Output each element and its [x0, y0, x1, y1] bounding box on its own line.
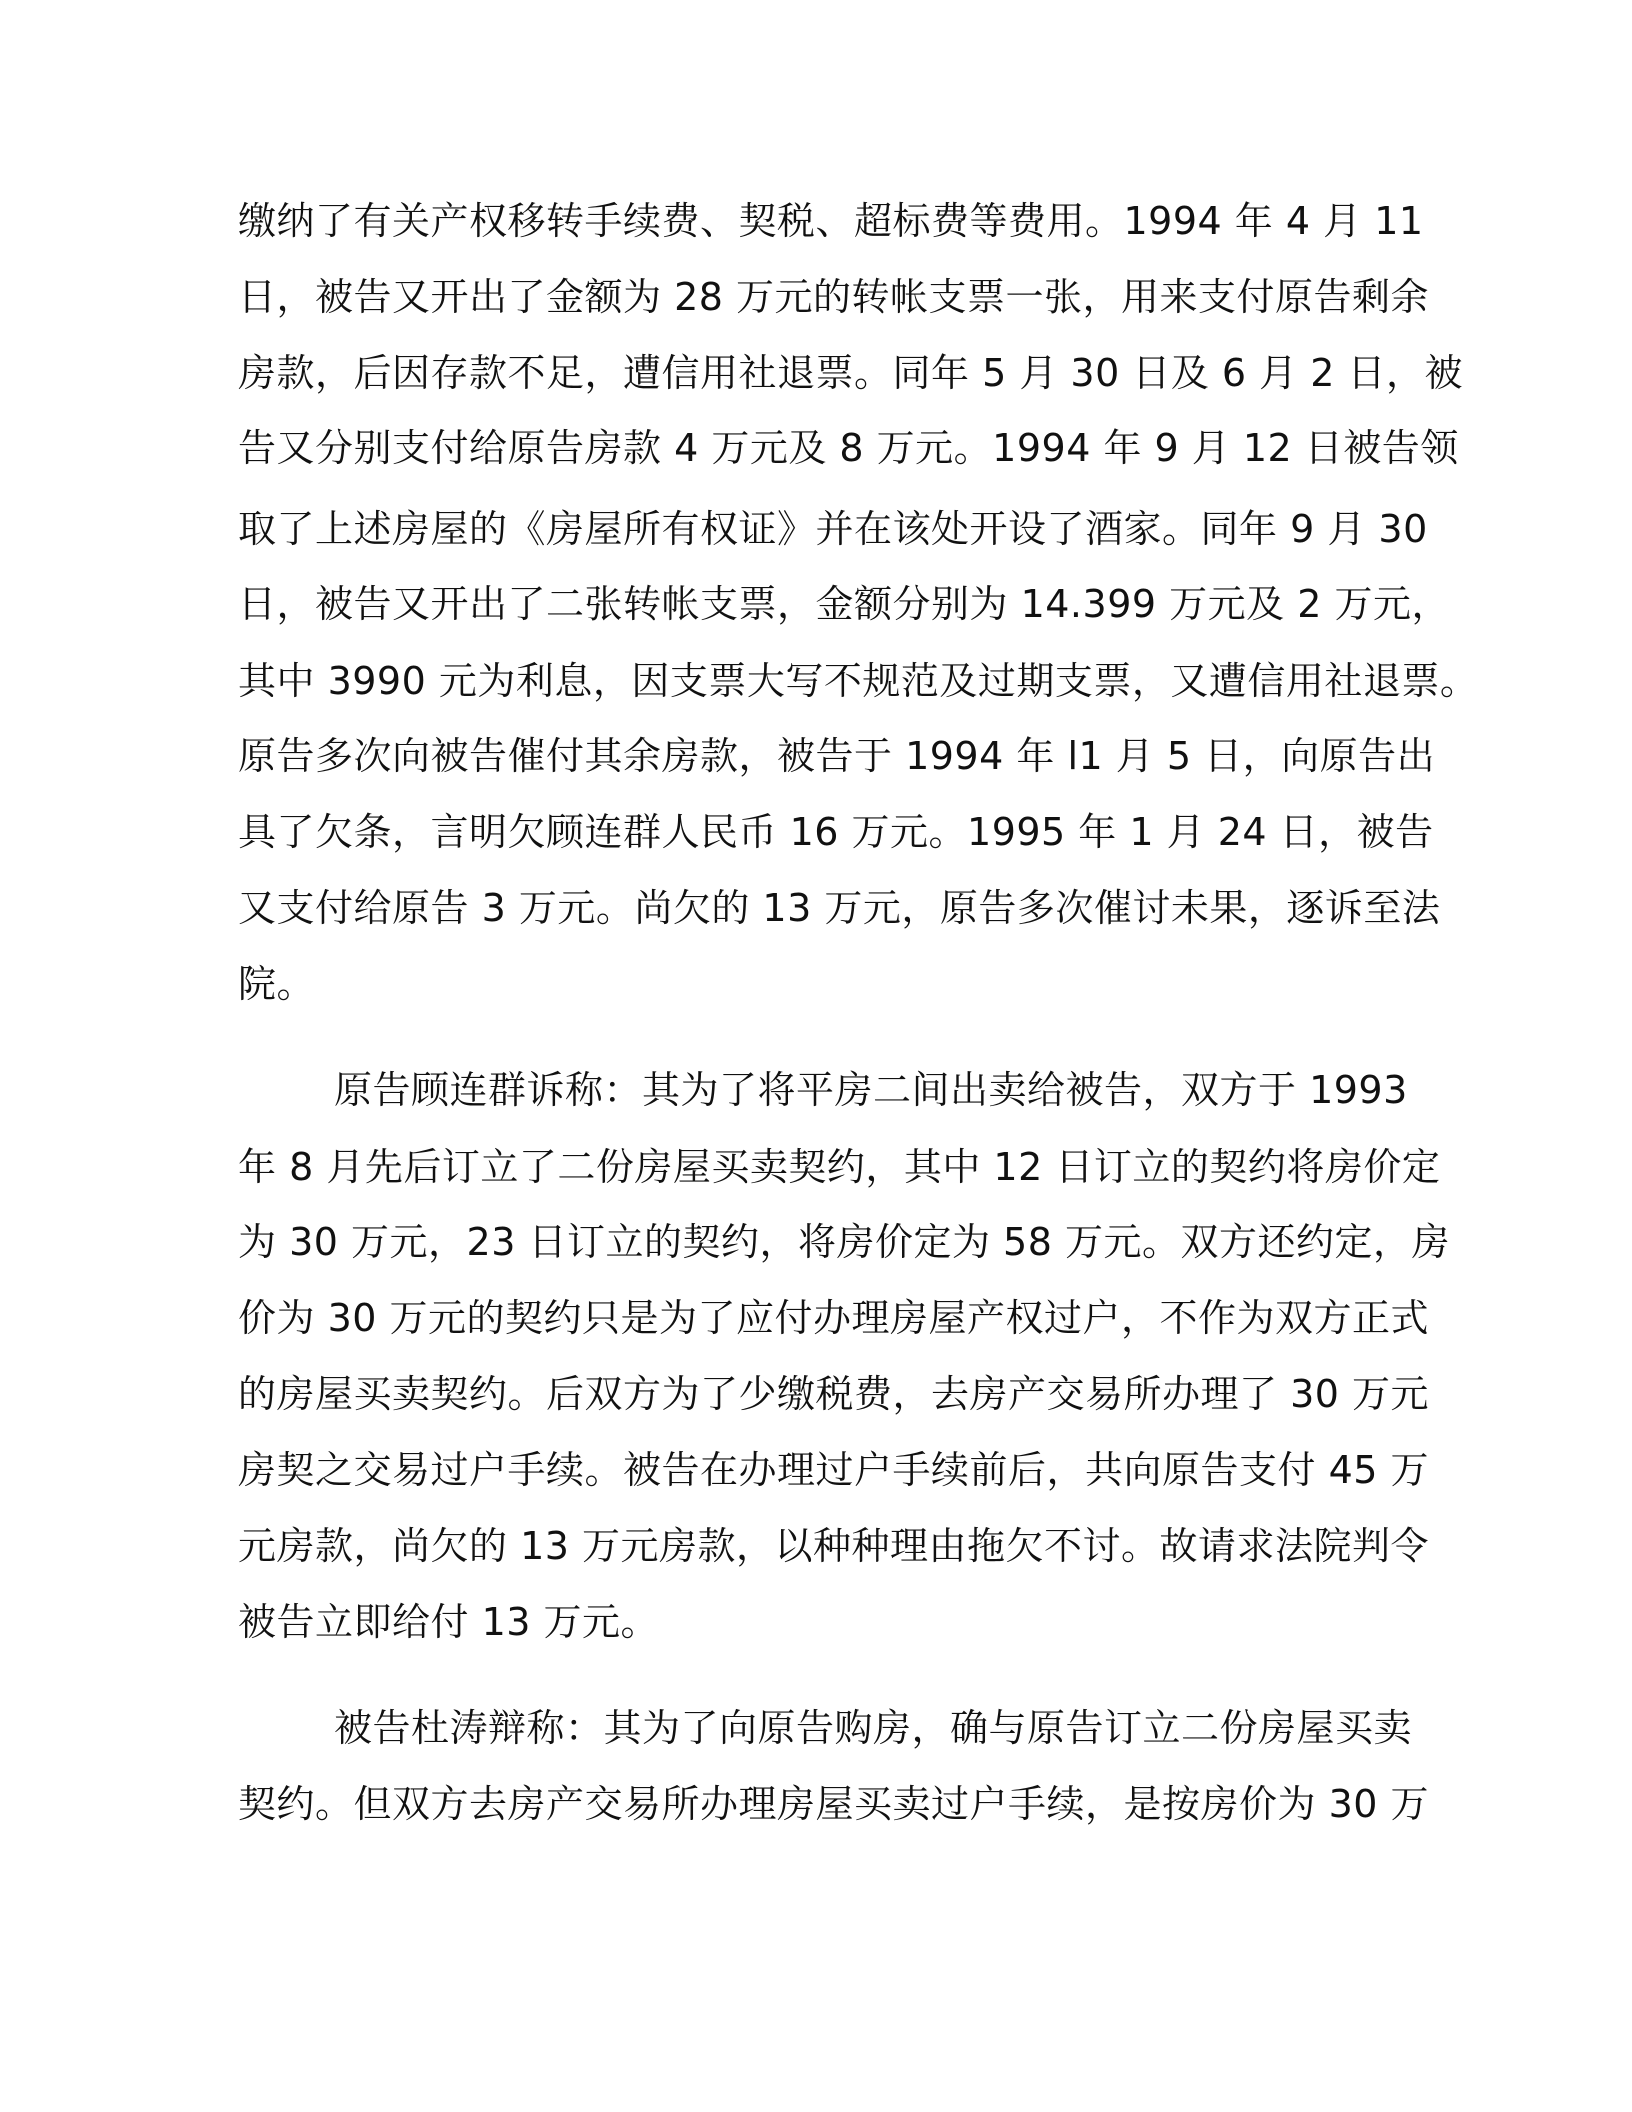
paragraph-2-line-4: 价为 30 万元的契约只是为了应付办理房屋产权过户，不作为双方正式: [238, 1296, 1430, 1340]
paragraph-1-line-2: 日，被告又开出了金额为 28 万元的转帐支票一张，用来支付原告剩余: [238, 275, 1430, 319]
paragraph-2-line-6: 房契之交易过户手续。被告在办理过户手续前后，共向原告支付 45 万: [238, 1448, 1430, 1492]
paragraph-1-line-11: 院。: [238, 962, 316, 1006]
paragraph-1-line-8: 原告多次向被告催付其余房款，被告于 1994 年 l1 月 5 日，向原告出: [238, 734, 1436, 778]
paragraph-1-line-4: 告又分别支付给原告房款 4 万元及 8 万元。1994 年 9 月 12 日被告领: [238, 426, 1459, 470]
paragraph-2-line-5: 的房屋买卖契约。后双方为了少缴税费，去房产交易所办理了 30 万元: [238, 1372, 1430, 1416]
paragraph-2-line-1: 原告顾连群诉称：其为了将平房二间出卖给被告，双方于 1993: [334, 1068, 1408, 1112]
paragraph-2-line-8: 被告立即给付 13 万元。: [238, 1600, 660, 1644]
paragraph-3-line-2: 契约。但双方去房产交易所办理房屋买卖过户手续，是按房价为 30 万: [238, 1782, 1430, 1826]
paragraph-2-line-3: 为 30 万元，23 日订立的契约，将房价定为 58 万元。双方还约定，房: [238, 1220, 1450, 1264]
paragraph-1-line-9: 具了欠条，言明欠顾连群人民币 16 万元。1995 年 1 月 24 日，被告: [238, 810, 1434, 854]
paragraph-2-line-2: 年 8 月先后订立了二份房屋买卖契约，其中 12 日订立的契约将房价定: [238, 1145, 1441, 1189]
paragraph-1-line-3: 房款，后因存款不足，遭信用社退票。同年 5 月 30 日及 6 月 2 日，被: [238, 351, 1464, 395]
paragraph-1-line-6: 日，被告又开出了二张转帐支票，金额分别为 14.399 万元及 2 万元，: [238, 582, 1450, 626]
paragraph-1-line-7: 其中 3990 元为利息，因支票大写不规范及过期支票，又遭信用社退票。: [238, 659, 1479, 703]
paragraph-1-line-1: 缴纳了有关产权移转手续费、契税、超标费等费用。1994 年 4 月 11: [238, 199, 1424, 243]
paragraph-1-line-5: 取了上述房屋的《房屋所有权证》并在该处开设了酒家。同年 9 月 30: [238, 507, 1428, 551]
paragraph-2-line-7: 元房款，尚欠的 13 万元房款，以种种理由拖欠不讨。故请求法院判令: [238, 1524, 1430, 1568]
paragraph-1-line-10: 又支付给原告 3 万元。尚欠的 13 万元，原告多次催讨未果，逐诉至法: [238, 886, 1441, 930]
paragraph-3-line-1: 被告杜涛辩称：其为了向原告购房，确与原告订立二份房屋买卖: [334, 1706, 1413, 1750]
